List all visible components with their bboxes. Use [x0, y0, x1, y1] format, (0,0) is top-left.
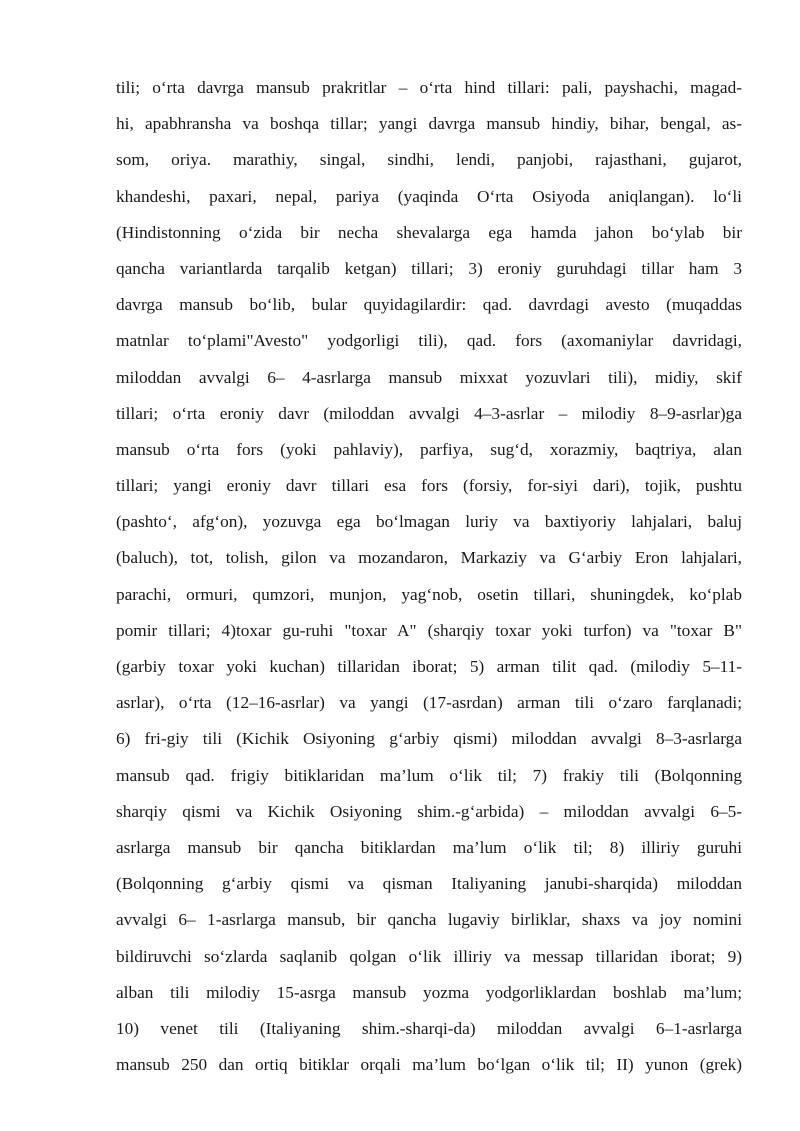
text-line-12: tillari; yangi eroniy davr tillari esa fors (forsiy, for-siyi dari), tojik, pushtu [116, 476, 742, 496]
text-line-14: (baluch), tot, tolish, gilon va mozandaron, Markaziy va G‘arbiy Eron lahjalari, [116, 548, 742, 568]
text-line-19: 6) fri-giy tili (Kichik Osiyoning g‘arbiy qismi) miloddan avvalgi 8–3-asrlarga [116, 729, 742, 749]
text-line-6: qancha variantlarda tarqalib ketgan) tillari; 3) eroniy guruhdagi tillar ham 3 [116, 258, 742, 278]
text-line-9: miloddan avvalgi 6– 4-asrlarga mansub mixxat yozuvlari tili), midiy, skif [116, 367, 742, 387]
text-line-10: tillari; o‘rta eroniy davr (miloddan avvalgi 4–3-asrlar – milodiy 8–9-asrlar)ga [116, 403, 742, 423]
text-line-15: parachi, ormuri, qumzori, munjon, yag‘nob, osetin tillari, shuningdek, ko‘plab [116, 584, 742, 604]
text-line-1: tili; o‘rta davrga mansub prakritlar – o‘rta hind tillari: pali, payshachi, magad- [116, 78, 742, 97]
text-line-22: asrlarga mansub bir qancha bitiklardan ma’lum o‘lik til; 8) illiriy guruhi [116, 837, 742, 857]
text-line-23: (Bolqonning g‘arbiy qismi va qisman Italiyaning janubi-sharqida) miloddan [116, 874, 742, 894]
text-line-21: sharqiy qismi va Kichik Osiyoning shim.-g‘arbida) – miloddan avvalgi 6–5- [116, 801, 742, 821]
text-line-7: davrga mansub bo‘lib, bular quyidagilardir: qad. davrdagi avesto (muqaddas [116, 295, 742, 315]
document-body [116, 70, 742, 1083]
text-line-5: (Hindistonning o‘zida bir necha shevalarga ega hamda jahon bo‘ylab bir [116, 222, 742, 242]
text-line-18: asrlar), o‘rta (12–16-asrlar) va yangi (17-asrdan) arman tili o‘zaro farqlanadi; [116, 693, 742, 713]
text-line-26: alban tili milodiy 15-asrga mansub yozma yodgorliklardan boshlab ma’lum; [116, 982, 742, 1002]
text-line-28: mansub 250 dan ortiq bitiklar orqali ma’lum bo‘lgan o‘lik til; II) yunon (grek) [116, 1055, 742, 1075]
text-line-20: mansub qad. frigiy bitiklaridan ma’lum o‘lik til; 7) frakiy tili (Bolqonning [116, 765, 742, 785]
text-line-8: matnlar to‘plami"Avesto" yodgorligi tili), qad. fors (axomaniylar davridagi, [116, 331, 742, 351]
text-line-4: khandeshi, paxari, nepal, pariya (yaqinda O‘rta Osiyoda aniqlangan). lo‘li [116, 186, 742, 206]
text-line-16: pomir tillari; 4)toxar gu-ruhi "toxar A" (sharqiy toxar yoki turfon) va "toxar B" [116, 620, 742, 640]
text-line-11: mansub o‘rta fors (yoki pahlaviy), parfiya, sug‘d, xorazmiy, baqtriya, alan [116, 439, 742, 459]
text-line-13: (pashto‘, afg‘on), yozuvga ega bo‘lmagan luriy va baxtiyoriy lahjalari, baluj [116, 512, 742, 532]
text-line-27: 10) venet tili (Italiyaning shim.-sharqi-da) miloddan avvalgi 6–1-asrlarga [116, 1018, 742, 1038]
text-line-25: bildiruvchi so‘zlarda saqlanib qolgan o‘lik illiriy va messap tillaridan iborat; 9) [116, 946, 742, 966]
text-line-17: (garbiy toxar yoki kuchan) tillaridan iborat; 5) arman tilit qad. (milodiy 5–11- [116, 657, 742, 676]
text-line-24: avvalgi 6– 1-asrlarga mansub, bir qancha lugaviy birliklar, shaxs va joy nomini [116, 910, 742, 930]
text-line-3: som, oriya. marathiy, singal, sindhi, lendi, panjobi, rajasthani, gujarot, [116, 150, 742, 170]
text-line-2: hi, apabhransha va boshqa tillar; yangi davrga mansub hindiy, bihar, bengal, as- [116, 114, 742, 134]
